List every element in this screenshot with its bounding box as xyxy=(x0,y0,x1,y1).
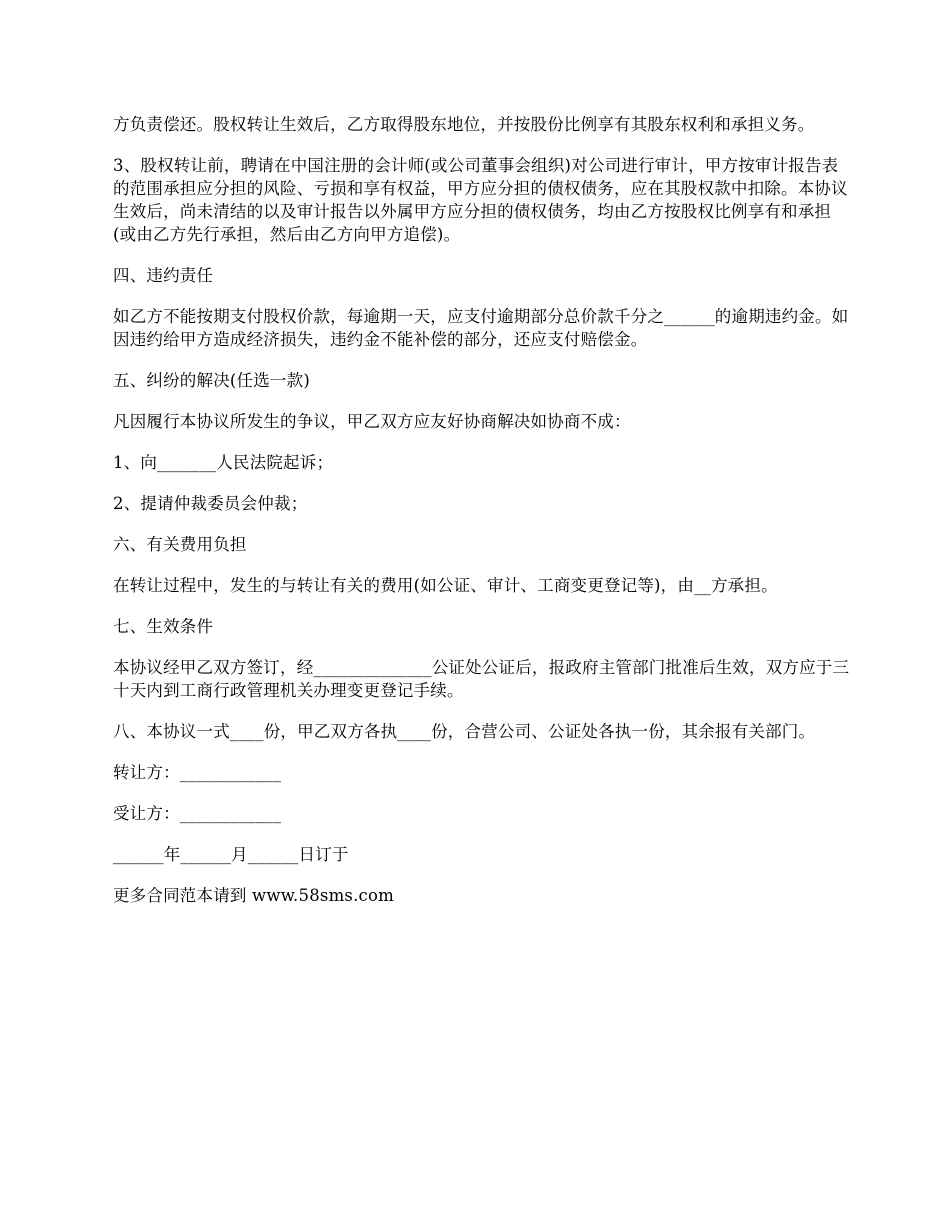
section-heading-breach: 四、违约责任 xyxy=(113,266,214,285)
section-heading-dispute: 五、纠纷的解决(任选一款) xyxy=(113,371,310,390)
footer-more-templates: 更多合同范本请到 www.58sms.com xyxy=(113,886,394,905)
paragraph-fees: 在转让过程中，发生的与转让有关的费用(如公证、审计、工商变更登记等)，由__方承担。 xyxy=(113,576,778,595)
dispute-option-1: 1、向_______人民法院起诉； xyxy=(113,453,334,472)
paragraph-clause-3: 3、股权转让前，聘请在中国注册的会计师(或公司董事会组织)对公司进行审计，甲方按审计报告表的范围承担应分担的风险、亏损和享有权益，甲方应分担的债权债务，应在其股权款中扣除。本协议生效后，尚未清结的以及审计报告以外属甲方应分担的债权债务，均由乙方按股权比例享有和承担(或由乙方先行承担，然后由乙方向甲方追偿)。 xyxy=(113,156,848,244)
transferor-signature: 转让方：____________ xyxy=(113,763,282,782)
paragraph-copies: 八、本协议一式____份，甲乙双方各执____份，合营公司、公证处各执一份，其余报有关部门。 xyxy=(113,722,816,741)
paragraph-effect: 本协议经甲乙双方签订，经______________公证处公证后，报政府主管部门批准后生效，双方应于三十天内到工商行政管理机关办理变更登记手续。 xyxy=(113,658,850,700)
paragraph-continuation: 方负责偿还。股权转让生效后，乙方取得股东地位，并按股份比例享有其股东权利和承担义务。 xyxy=(113,115,815,134)
section-heading-effect: 七、生效条件 xyxy=(113,617,214,636)
dispute-option-2: 2、提请仲裁委员会仲裁； xyxy=(113,494,308,513)
document-page xyxy=(113,113,853,925)
signing-date: ______年______月______日订于 xyxy=(113,845,349,864)
transferee-signature: 受让方：____________ xyxy=(113,804,282,823)
section-heading-fees: 六、有关费用负担 xyxy=(113,535,247,554)
paragraph-dispute: 凡因履行本协议所发生的争议，甲乙双方应友好协商解决如协商不成： xyxy=(113,412,631,431)
paragraph-breach: 如乙方不能按期支付股权价款，每逾期一天，应支付逾期部分总价款千分之______的逾期违约金。如因违约给甲方造成经济损失，违约金不能补偿的部分，还应支付赔偿金。 xyxy=(113,307,849,349)
